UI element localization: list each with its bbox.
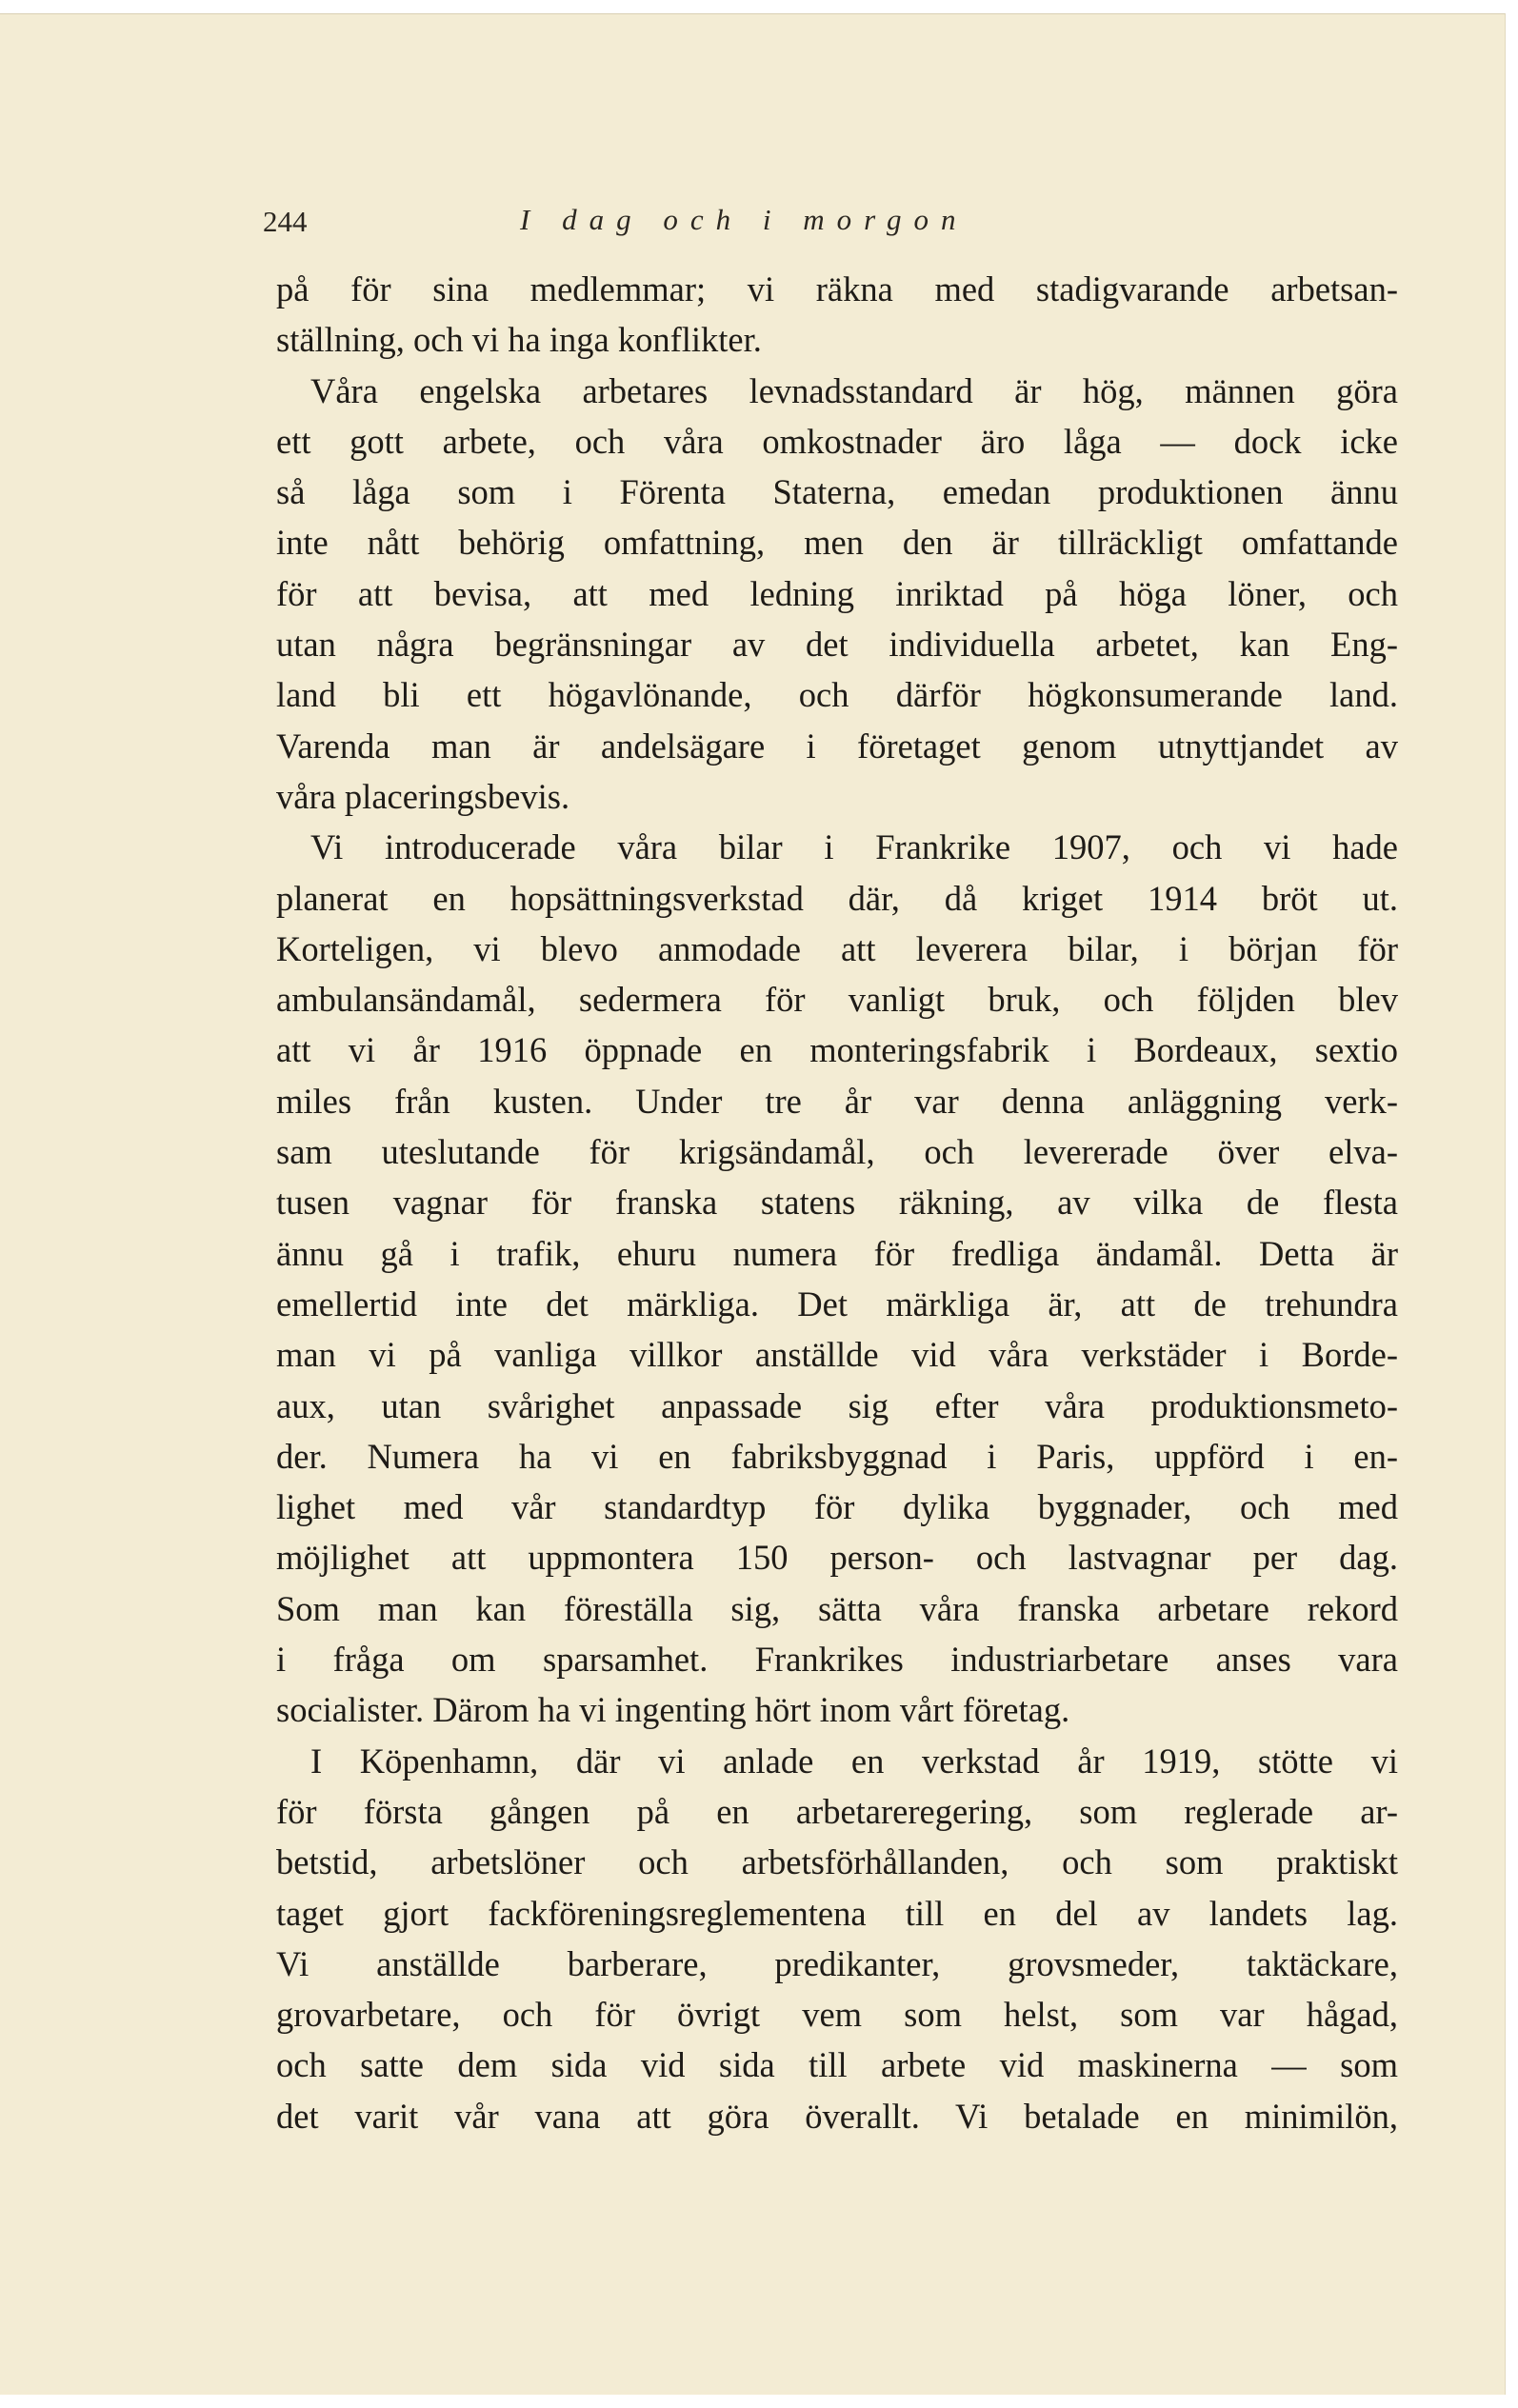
text-line: våra placeringsbevis. bbox=[276, 776, 570, 816]
text-line: grovarbetare, och för övrigt vem som helst, som var hågad, bbox=[276, 1995, 1398, 2035]
running-head bbox=[263, 205, 1406, 262]
text-line: I Köpenhamn, där vi anlade en verkstad år 1919, stötte vi bbox=[310, 1741, 1398, 1781]
text-line: ännu gå i trafik, ehuru numera för fredliga ändamål. Detta är bbox=[276, 1233, 1398, 1273]
text-line: Korteligen, vi blevo anmodade att leverera bilar, i början för bbox=[276, 928, 1398, 968]
text-line: der. Numera ha vi en fabriksbyggnad i Paris, uppförd i en- bbox=[276, 1436, 1398, 1476]
text-line: Som man kan föreställa sig, sätta våra franska arbetare rekord bbox=[276, 1588, 1398, 1628]
body-text bbox=[276, 264, 1398, 2141]
text-line: land bli ett högavlönande, och därför högkonsumerande land. bbox=[276, 675, 1398, 715]
text-line: planerat en hopsättningsverkstad där, då kriget 1914 bröt ut. bbox=[276, 878, 1398, 918]
text-line: att vi år 1916 öppnade en monteringsfabrik i Bordeaux, sextio bbox=[276, 1030, 1398, 1070]
text-line: taget gjort fackföreningsreglementena till en del av landets lag. bbox=[276, 1893, 1398, 1933]
text-line: miles från kusten. Under tre år var denna anläggning verk- bbox=[276, 1081, 1398, 1121]
text-line: på för sina medlemmar; vi räkna med stadigvarande arbetsan- bbox=[276, 269, 1398, 308]
text-line: för att bevisa, att med ledning inriktad på höga löner, och bbox=[276, 573, 1398, 613]
text-line: aux, utan svårighet anpassade sig efter våra produktionsmeto- bbox=[276, 1385, 1398, 1425]
text-line: Varenda man är andelsägare i företaget genom utnyttjandet av bbox=[276, 726, 1398, 766]
text-line: det varit vår vana att göra överallt. Vi betalade en minimilön, bbox=[276, 2096, 1398, 2136]
text-line: och satte dem sida vid sida till arbete vid maskinerna — som bbox=[276, 2045, 1398, 2085]
text-line: möjlighet att uppmontera 150 person- och lastvagnar per dag. bbox=[276, 1538, 1398, 1578]
running-title: I dag och i morgon bbox=[520, 203, 969, 236]
text-line: emellertid inte det märkliga. Det märkliga är, att de trehundra bbox=[276, 1284, 1398, 1323]
page-number: 244 bbox=[263, 205, 308, 238]
text-line: socialister. Därom ha vi ingenting hört inom vårt företag. bbox=[276, 1690, 1070, 1730]
book-page bbox=[0, 13, 1506, 2395]
text-line: ett gott arbete, och våra omkostnader äro låga — dock icke bbox=[276, 421, 1398, 461]
text-line: i fråga om sparsamhet. Frankrikes industriarbetare anses vara bbox=[276, 1640, 1398, 1680]
text-line: lighet med vår standardtyp för dylika byggnader, och med bbox=[276, 1487, 1398, 1527]
text-line: ambulansändamål, sedermera för vanligt bruk, och följden blev bbox=[276, 980, 1398, 1020]
text-line: sam uteslutande för krigsändamål, och levererade över elva- bbox=[276, 1132, 1398, 1172]
text-line: tusen vagnar för franska statens räkning, av vilka de flesta bbox=[276, 1183, 1398, 1223]
text-line: Våra engelska arbetares levnadsstandard är hög, männen göra bbox=[310, 370, 1398, 410]
text-line: Vi anställde barberare, predikanter, grovsmeder, taktäckare, bbox=[276, 1943, 1398, 1983]
text-line: ställning, och vi ha inga konflikter. bbox=[276, 320, 762, 360]
text-line: inte nått behörig omfattning, men den är tillräckligt omfattande bbox=[276, 523, 1398, 563]
text-line: utan några begränsningar av det individuella arbetet, kan Eng- bbox=[276, 625, 1398, 665]
text-line: betstid, arbetslöner och arbetsförhållanden, och som praktiskt bbox=[276, 1842, 1398, 1882]
text-line: så låga som i Förenta Staterna, emedan produktionen ännu bbox=[276, 472, 1398, 512]
text-line: för första gången på en arbetareregering, som reglerade ar- bbox=[276, 1791, 1398, 1831]
text-line: man vi på vanliga villkor anställde vid våra verkstäder i Borde- bbox=[276, 1335, 1398, 1375]
text-line: Vi introducerade våra bilar i Frankrike 1907, och vi hade bbox=[310, 827, 1398, 867]
